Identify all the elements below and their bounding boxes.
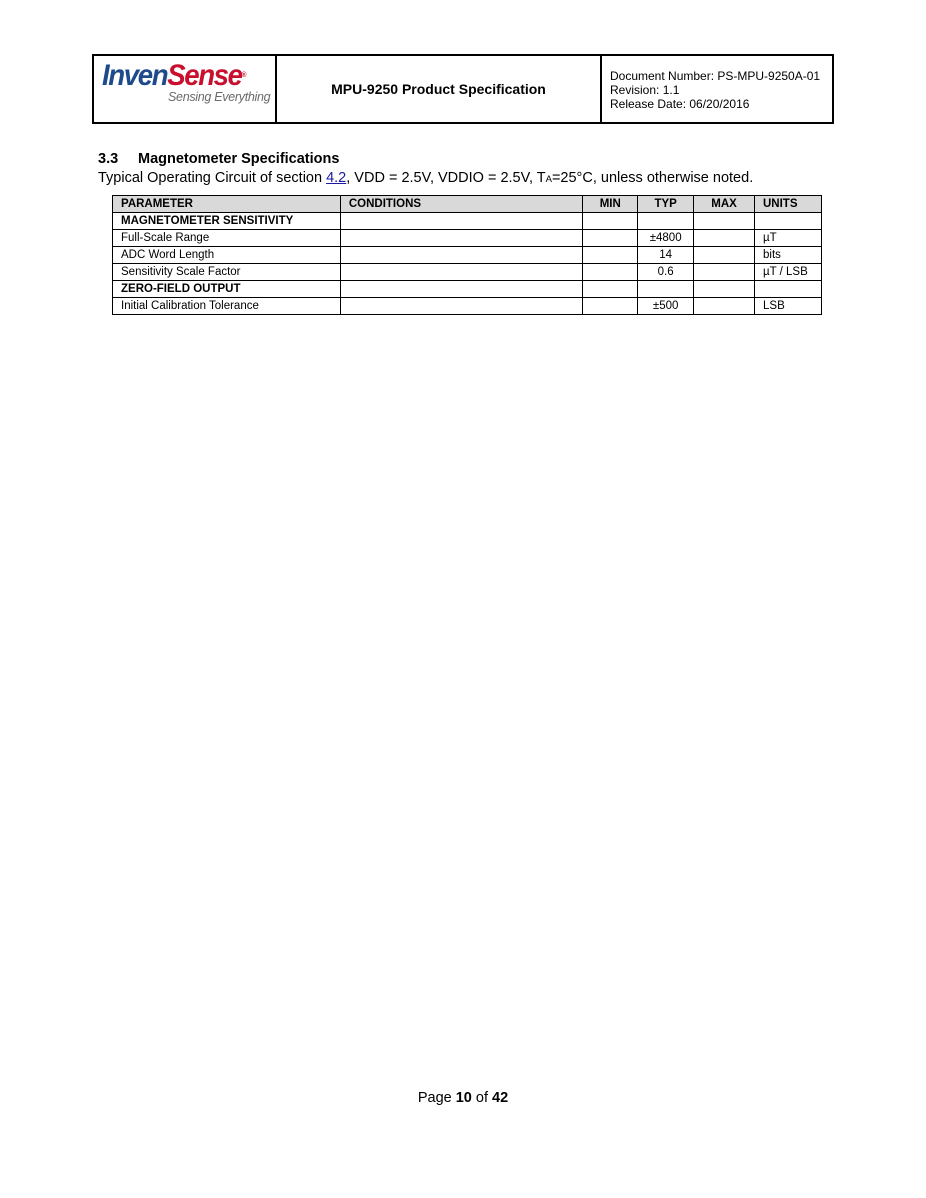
cell-typ: ±4800 [638,230,694,247]
document-header [92,54,834,124]
header-units: UNITS [755,196,822,213]
page-footer: Page 10 of 42 [417,1090,509,1106]
cell-max [694,213,755,230]
cell-units: µT / LSB [755,264,822,281]
logo-cell [94,56,277,122]
section-number: 3.3 [98,151,119,167]
cell-max [694,298,755,315]
section-heading [98,151,339,167]
logo-wordmark: InvenSense® [102,59,245,92]
cell-min [583,247,638,264]
cell-conditions [340,298,582,315]
release-date: Release Date: 06/20/2016 [610,97,750,111]
table-row [113,230,822,247]
cell-parameter: ADC Word Length [113,247,341,264]
page-number: 10 [455,1090,472,1106]
section-link[interactable]: 4.2 [326,170,347,186]
cell-units [755,281,822,298]
table-row [113,213,822,230]
header-max: MAX [694,196,755,213]
invensense-logo [102,60,270,104]
header-conditions: CONDITIONS [340,196,582,213]
document-number: Document Number: PS-MPU-9250A-01 [610,69,821,83]
logo-tagline: Sensing Everything [168,90,271,104]
document-title: MPU-9250 Product Specification [277,56,602,122]
cell-parameter: Full-Scale Range [113,230,341,247]
table-header-row [113,196,822,213]
cell-max [694,264,755,281]
section-title: Magnetometer Specifications [138,151,340,167]
table-row [113,281,822,298]
cell-conditions [340,230,582,247]
cell-units: µT [755,230,822,247]
cell-min [583,213,638,230]
cell-units: bits [755,247,822,264]
cell-min [583,230,638,247]
cell-min [583,298,638,315]
cell-units: LSB [755,298,822,315]
header-parameter: PARAMETER [113,196,341,213]
cell-max [694,230,755,247]
cell-min [583,264,638,281]
cell-max [694,247,755,264]
cell-typ: 0.6 [638,264,694,281]
table-row [113,298,822,315]
cell-typ [638,281,694,298]
cell-typ: ±500 [638,298,694,315]
cell-parameter: ZERO-FIELD OUTPUT [113,281,341,298]
cell-typ: 14 [638,247,694,264]
cell-parameter: MAGNETOMETER SENSITIVITY [113,213,341,230]
cell-typ [638,213,694,230]
section-intro: Typical Operating Circuit of section 4.2, VDD = 2.5V, VDDIO = 2.5V, TA=25°C, unless otherwise noted. [98,170,754,186]
table-row [113,247,822,264]
cell-max [694,281,755,298]
cell-units [755,213,822,230]
header-typ: TYP [638,196,694,213]
cell-conditions [340,213,582,230]
cell-conditions [340,281,582,298]
document-meta [602,56,832,122]
cell-min [583,281,638,298]
cell-parameter: Initial Calibration Tolerance [113,298,341,315]
table-row [113,264,822,281]
revision: Revision: 1.1 [610,83,680,97]
magnetometer-spec-table [112,195,822,315]
cell-parameter: Sensitivity Scale Factor [113,264,341,281]
total-pages: 42 [492,1090,509,1106]
header-min: MIN [583,196,638,213]
cell-conditions [340,247,582,264]
cell-conditions [340,264,582,281]
